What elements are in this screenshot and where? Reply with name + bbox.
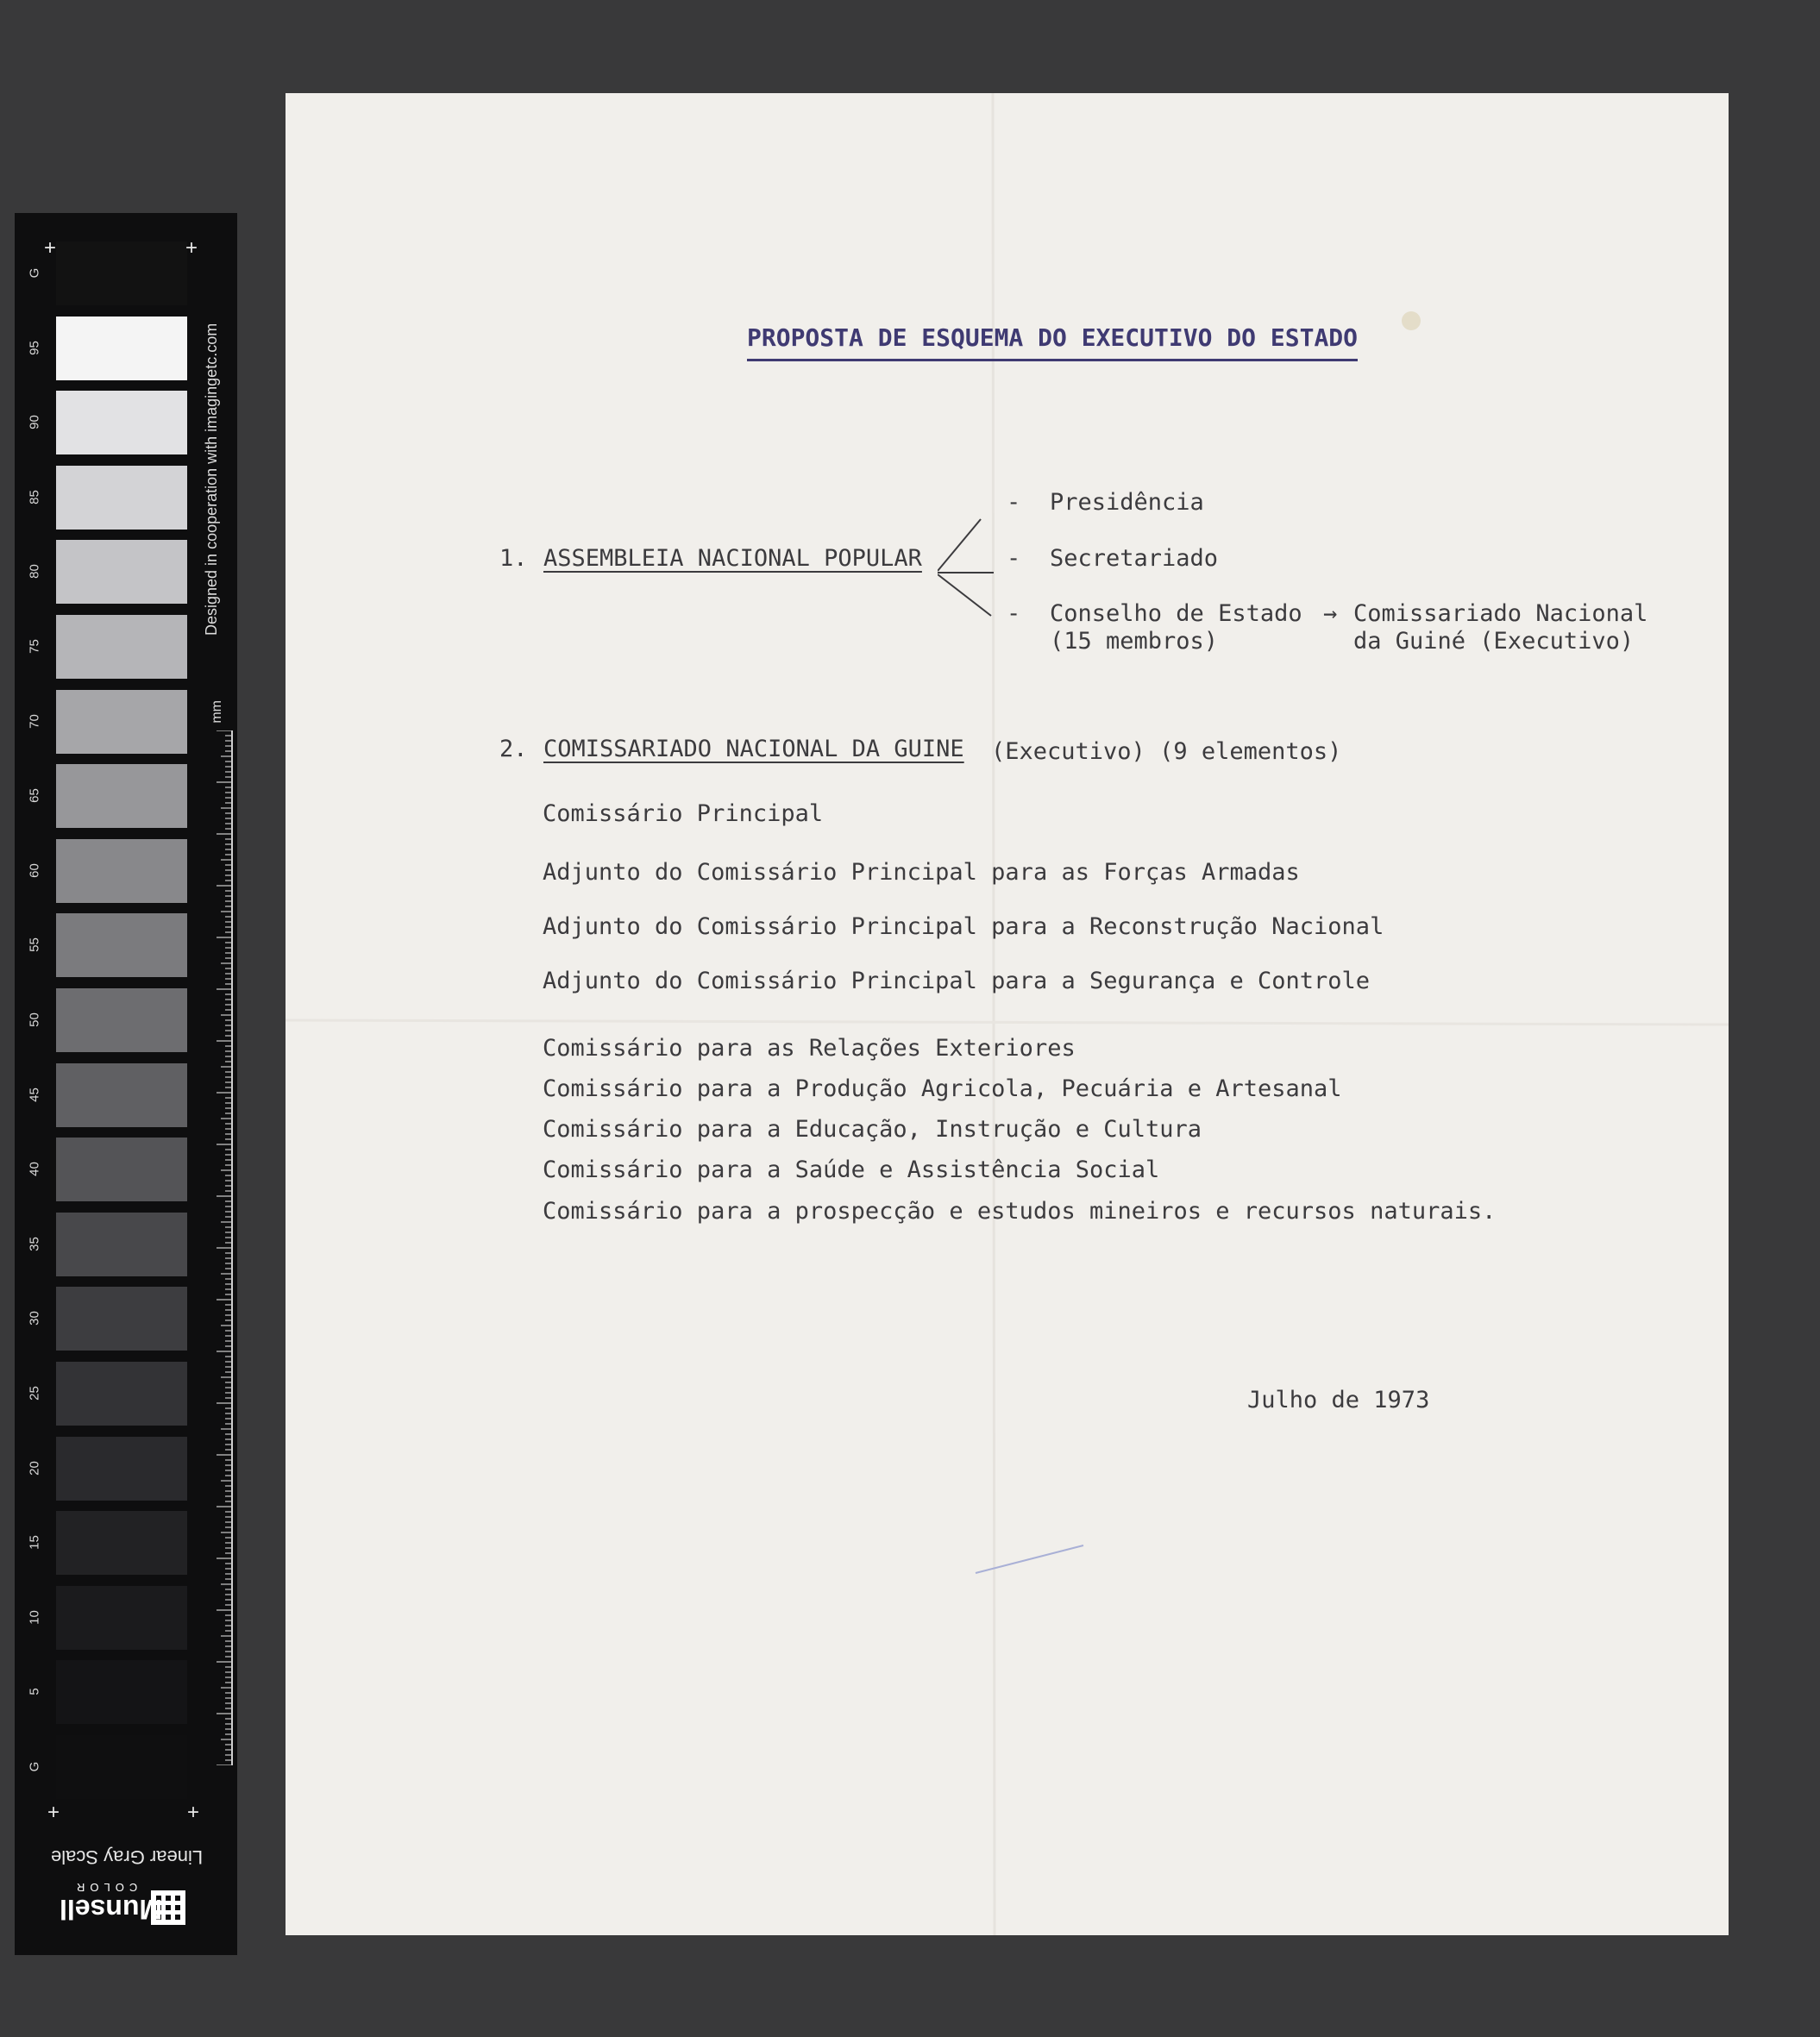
registration-mark: +	[187, 1801, 200, 1824]
registration-mark: +	[44, 236, 57, 260]
section-2-heading: COMISSARIADO NACIONAL DA GUINE	[543, 736, 964, 762]
council-line-1: Conselho de Estado	[1050, 600, 1302, 627]
gray-patch-label: 90	[27, 415, 42, 430]
executive-line-2: da Guiné (Executivo)	[1353, 628, 1635, 655]
gray-patch-label: 40	[27, 1162, 42, 1177]
document-title: PROPOSTA DE ESQUEMA DO EXECUTIVO DO ESTADO	[747, 324, 1358, 361]
commissioner-item: Comissário para a Produção Agricola, Pecuária e Artesanal	[543, 1075, 1342, 1102]
gray-patch	[56, 1735, 187, 1799]
gray-scale-card	[15, 213, 237, 1955]
registration-mark: +	[185, 236, 198, 260]
gray-patch	[56, 1138, 187, 1201]
gray-patch	[56, 1437, 187, 1501]
section-2-number: 2.	[499, 736, 528, 762]
gray-patch-label: 65	[27, 788, 42, 804]
gray-patch	[56, 1362, 187, 1426]
gray-patch-label: 80	[27, 564, 42, 580]
branch-presidencia: Presidência	[1050, 489, 1204, 516]
gray-patch-label: 85	[27, 489, 42, 505]
gray-patch	[56, 540, 187, 604]
gray-patch	[56, 466, 187, 530]
gray-patch-label: 5	[27, 1688, 42, 1696]
section-1-heading: ASSEMBLEIA NACIONAL POPULAR	[543, 545, 922, 572]
gray-patch-label: 60	[27, 862, 42, 878]
gray-patch	[56, 615, 187, 679]
scale-name: Linear Gray Scale	[51, 1846, 204, 1868]
brand-subtitle: COLOR	[72, 1881, 138, 1894]
document-page	[286, 93, 1729, 1935]
registration-mark: +	[47, 1801, 60, 1824]
gray-patch-label: 20	[27, 1460, 42, 1476]
commissioner-item: Comissário para a prospecção e estudos mineiros e recursos naturais.	[543, 1198, 1497, 1225]
gray-patch	[56, 1063, 187, 1127]
commissioner-item: Adjunto do Comissário Principal para a Segurança e Controle	[543, 968, 1371, 994]
branch-dash: -	[1007, 489, 1021, 516]
branch-dash: -	[1007, 600, 1021, 627]
gray-patch-label: 35	[27, 1236, 42, 1251]
gray-patch	[56, 241, 187, 305]
gray-patch-label: 30	[27, 1311, 42, 1326]
paper-texture	[286, 93, 1729, 1935]
commissioner-item: Adjunto do Comissário Principal para a Reconstrução Nacional	[543, 913, 1384, 940]
gray-patch-label: 70	[27, 713, 42, 729]
gray-patch-label: 55	[27, 937, 42, 953]
gray-patch-label: 95	[27, 340, 42, 355]
gray-patch	[56, 391, 187, 454]
scale-credit: Designed in cooperation with imagingetc.com	[203, 323, 220, 636]
gray-patch	[56, 1511, 187, 1575]
gray-patch	[56, 1287, 187, 1351]
council-line-2: (15 membros)	[1050, 628, 1219, 655]
branch-dash: -	[1007, 545, 1021, 572]
gray-patch	[56, 1660, 187, 1724]
brand-name: Munsell	[60, 1894, 163, 1925]
commissioner-item: Adjunto do Comissário Principal para as Forças Armadas	[543, 859, 1300, 886]
gray-patch	[56, 1586, 187, 1650]
gray-patch	[56, 988, 187, 1052]
document-date: Julho de 1973	[1247, 1387, 1430, 1413]
gray-patch	[56, 913, 187, 977]
gray-patch	[56, 690, 187, 754]
gray-patch-label: 25	[27, 1386, 42, 1401]
arrow-icon: →	[1323, 600, 1338, 627]
gray-patch-label: 10	[27, 1609, 42, 1625]
commissioner-item: Comissário para as Relações Exteriores	[543, 1035, 1076, 1062]
gray-patch	[56, 839, 187, 903]
gray-patch	[56, 764, 187, 828]
gray-patch-label: 45	[27, 1087, 42, 1102]
commissioner-item: Comissário para a Saúde e Assistência Social	[543, 1156, 1160, 1183]
branch-secretariado: Secretariado	[1050, 545, 1219, 572]
gray-patch-label: 15	[27, 1535, 42, 1551]
gray-patch	[56, 1213, 187, 1276]
commissioner-item: Comissário Principal	[543, 800, 824, 827]
ruler-unit: mm	[210, 700, 224, 724]
section-1-number: 1.	[499, 545, 528, 572]
gray-patch-label: 50	[27, 1012, 42, 1027]
section-2-heading-suffix: (Executivo) (9 elementos)	[991, 738, 1342, 765]
gray-patch-label: G	[27, 1761, 42, 1772]
gray-patch-label: 75	[27, 639, 42, 654]
gray-patch	[56, 317, 187, 380]
executive-line-1: Comissariado Nacional	[1353, 600, 1648, 627]
mm-ruler	[213, 730, 235, 1765]
gray-patch-label: G	[27, 267, 42, 279]
commissioner-item: Comissário para a Educação, Instrução e Cultura	[543, 1116, 1202, 1143]
